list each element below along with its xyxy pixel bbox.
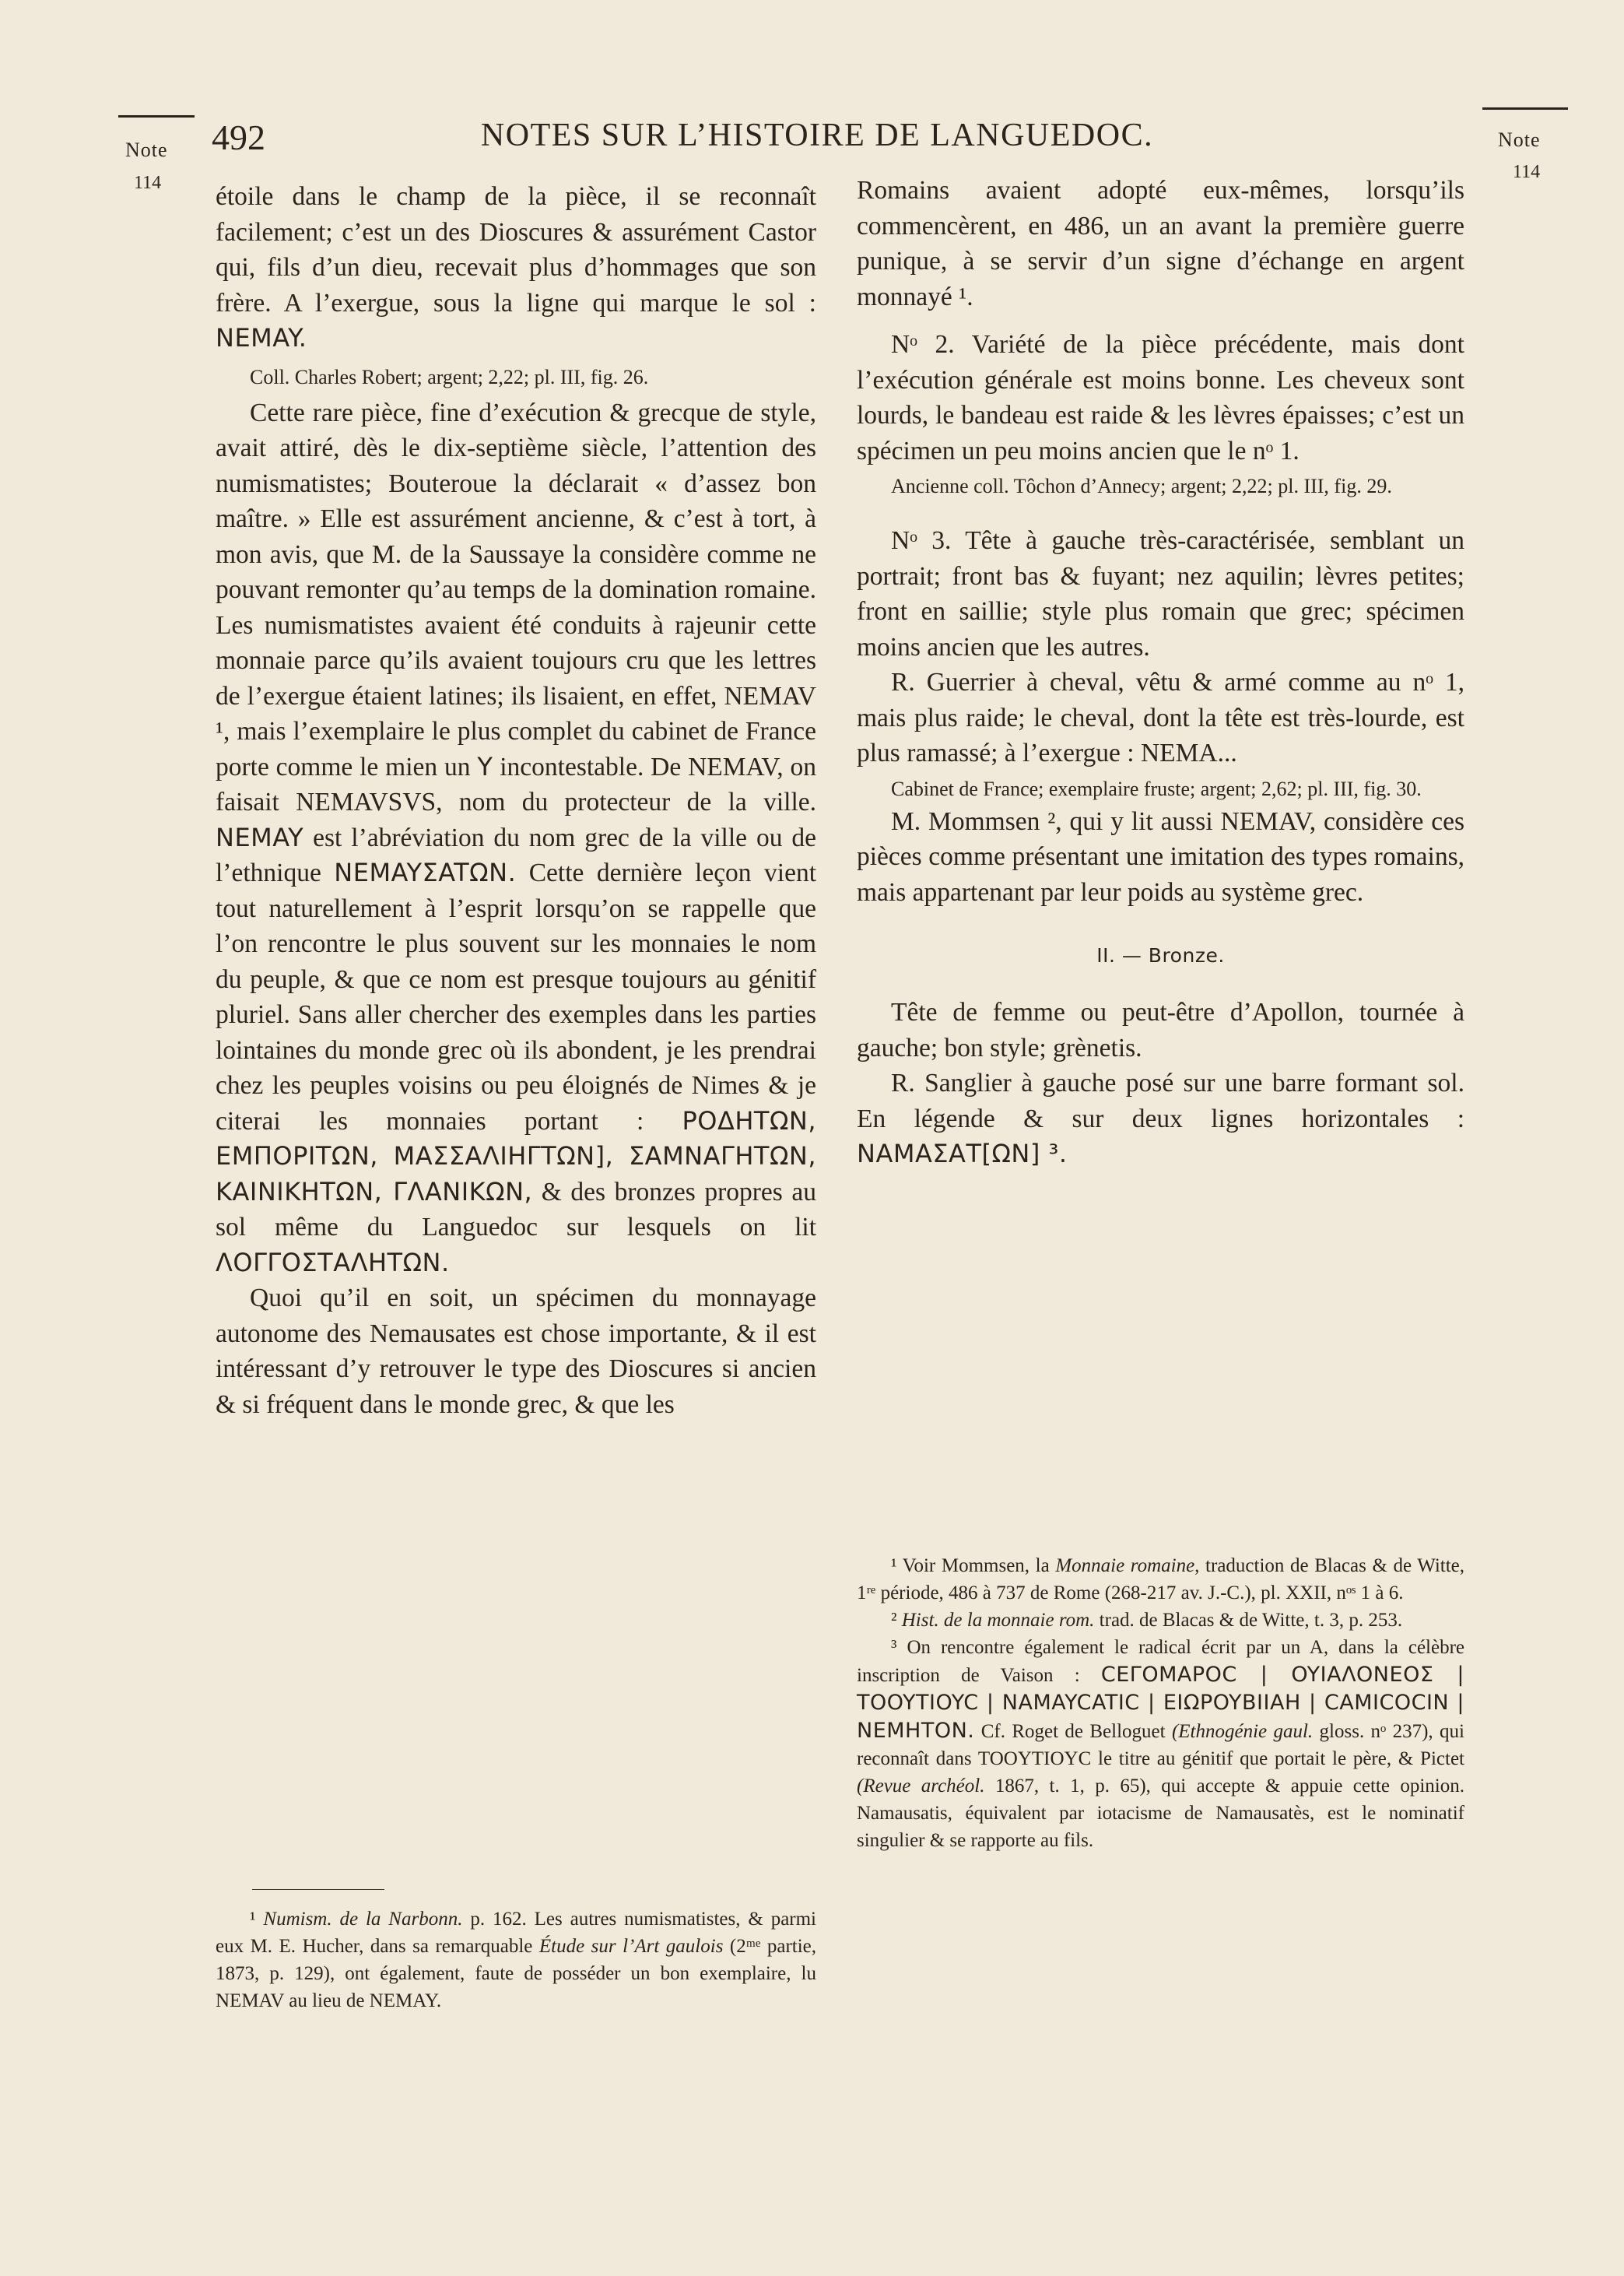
footnote-rule (252, 1889, 384, 1890)
margin-rule-left (118, 115, 195, 118)
footnote-3: ³ On rencontre également le radical écrit par un A, dans la célèbre inscription de Vaison : CEΓOMAPOC | OYIAΛONEOΣ | TOOYTIOYC | NAMAYCATIC | EIΩPOYBIIAH | CAMICOCIN | NEMHTON. Cf. Roget de Belloguet (Ethnogénie gaul. gloss. nᵒ 237), qui reconnaît dans TOOYTIOYC le titre au génitif que portait le père, & Pictet (Revue archéol. 1867, t. 1, p. 65), qui accepte & appuie cette opinion. Namausatis, équivalent par iotacisme de Namausatès, est le nominatif singulier & se rapporte au fils. (857, 1637, 1465, 1851)
greek-legend: ΝΑΜΑΣΑΤ[ΩΝ] ³. (857, 1139, 1068, 1168)
collection-citation: Cabinet de France; exemplaire fruste; argent; 2,62; pl. III, fig. 30. (891, 777, 1422, 800)
paragraph: Romains avaient adopté eux-mêmes, lorsqu’ils commencèrent, en 486, un an avant la première guerre punique, à se servir d’un signe d’échange en argent monnayé ¹. (857, 176, 1464, 311)
greek-legend: ΡΟΔΗΤΩΝ, ΕΜΠΟΡΙΤΩΝ, ΜΑΣΣΑΛΙΗΓΤΩΝ], ΣΑΜΝΑΓΗΤΩΝ, ΚΑΙΝΙΚΗΤΩΝ, ΓΛΑΝΙΚΩΝ, (216, 1105, 817, 1206)
footnote-2: ² Hist. de la monnaie rom. trad. de Blacas & de Witte, t. 3, p. 253. (891, 1610, 1403, 1631)
footnote-1: ¹ Numism. de la Narbonn. p. 162. Les autres numismatistes, & parmi eux M. E. Hucher, dans sa remarquable Étude sur l’Art gaulois (2ᵐᵉ partie, 1873, p. 129), ont également, faute de posséder un bon exemplaire, lu NEMAV au lieu de NEMAY. (216, 1909, 817, 2011)
margin-rule-right (1482, 107, 1568, 110)
paragraph: Nᵒ 2. Variété de la pièce précédente, mais dont l’exécution générale est moins bonne. Les cheveux sont lourds, le bandeau est raide & les lèvres épaisses; c’est un spécimen un peu moins ancien que le nᵒ 1. (857, 330, 1464, 465)
greek-legend: NEMAY. (216, 323, 307, 353)
paragraph: Cette rare pièce, fine d’exécution & grecque de style, avait attiré, dès le dix-septième siècle, l’attention des numismatistes; Bouteroue la déclarait « d’assez bon maître. » Elle est assurément ancienne, & c’est à tort, à mon avis, que M. de la Saussaye la considère comme ne pouvant remonter qu’au temps de la domination romaine. Les numismatistes avaient été conduits à rajeunir cette monnaie parce qu’ils avaient toujours cru que les lettres de l’exergue étaient latines; ils lisaient, en effet, NEMAV ¹, mais l’exemplaire le plus complet du cabinet de France porte comme le mien un Y incontestable. De NEMAV, on faisait NEMAVSVS, nom du protecteur de la ville. NEMAY est l’abréviation du nom grec de la ville ou de l’ethnique NEMAYΣATΩN. Cette dernière leçon vient tout naturellement à l’esprit lorsqu’on se rappelle que l’on rencontre le plus souvent sur les monnaies le nom du peuple, & que ce nom est presque toujours au génitif pluriel. Sans aller chercher des exemples dans les parties lointaines du monde grec où ils abondent, je les prendrai chez les peuples voisins ou peu éloignés de Nimes & je citerai les monnaies portant : ΡΟΔΗΤΩΝ, ΕΜΠΟΡΙΤΩΝ, ΜΑΣΣΑΛΙΗΓΤΩΝ], ΣΑΜΝΑΓΗΤΩΝ, ΚΑΙΝΙΚΗΤΩΝ, ΓΛΑΝΙΚΩΝ, & des bronzes propres au sol même du Languedoc sur lesquels on lit ΛΟΓΓΟΣΤΑΛΗΤΩΝ. (216, 398, 817, 1277)
paragraph: R. Guerrier à cheval, vêtu & armé comme au nᵒ 1, mais plus raide; le cheval, dont la tête est très-lourde, est plus ramassé; à l’exergue : NEMA... (857, 668, 1464, 767)
left-column (216, 179, 816, 1422)
page-number: 492 (212, 118, 265, 157)
margin-note-label-right: Note (1498, 128, 1541, 151)
collection-citation: Ancienne coll. Tôchon d’Annecy; argent; 2,22; pl. III, fig. 29. (891, 475, 1392, 497)
right-footnotes (857, 1552, 1464, 1854)
paragraph: R. Sanglier à gauche posé sur une barre formant sol. En légende & sur deux lignes horizontales : ΝΑΜΑΣΑΤ[ΩΝ] ³. (857, 1069, 1464, 1168)
margin-note-number-left: 114 (134, 173, 162, 193)
margin-note-number-right: 114 (1513, 162, 1541, 182)
paragraph: étoile dans le champ de la pièce, il se reconnaît facilement; c’est un des Dioscures & assurément Castor qui, fils d’un dieu, recevait plus d’hommages que son frère. A l’exergue, sous la ligne qui marque le sol : NEMAY. (216, 182, 816, 353)
right-column (857, 173, 1464, 1172)
margin-note-label-left: Note (125, 139, 168, 161)
running-header: NOTES SUR L’HISTOIRE DE LANGUEDOC. (480, 118, 1154, 153)
paragraph: M. Mommsen ², qui y lit aussi NEMAV, considère ces pièces comme présentant une imitation des types romains, mais appartenant par leur poids au système grec. (857, 806, 1464, 907)
paragraph: Quoi qu’il en soit, un spécimen du monnayage autonome des Nemausates est chose importante, & il est intéressant d’y retrouver le type des Dioscures si ancien & si fréquent dans le monde grec, & que les (216, 1284, 816, 1419)
greek-legend: NEMAYΣATΩN. (334, 858, 517, 887)
paragraph: Nᵒ 3. Tête à gauche très-caractérisée, semblant un portrait; front bas & fuyant; nez aquilin; lèvres petites; front en saillie; style plus romain que grec; spécimen moins ancien que les autres. (857, 526, 1464, 662)
section-heading: II. — Bronze. (1096, 944, 1225, 967)
greek-legend: NEMAY (216, 822, 304, 852)
footnote-1: ¹ Voir Mommsen, la Monnaie romaine, traduction de Blacas & de Witte, 1ʳᵉ période, 486 à 737 de Rome (268-217 av. J.-C.), pl. XXII, nᵒˢ 1 à 6. (857, 1555, 1465, 1603)
left-footnotes (216, 1905, 816, 2014)
greek-letter: Y (477, 751, 493, 781)
greek-legend: ΛΟΓΓΟΣΤΑΛΗΤΩΝ. (216, 1247, 450, 1277)
paragraph: Tête de femme ou peut-être d’Apollon, tournée à gauche; bon style; grènetis. (857, 998, 1464, 1062)
inscription: CEΓOMAPOC | OYIAΛONEOΣ | TOOYTIOYC | NAMAYCATIC | EIΩPOYBIIAH | CAMICOCIN | NEMHTON. (857, 1663, 1465, 1743)
collection-citation: Coll. Charles Robert; argent; 2,22; pl. III, fig. 26. (250, 365, 649, 388)
